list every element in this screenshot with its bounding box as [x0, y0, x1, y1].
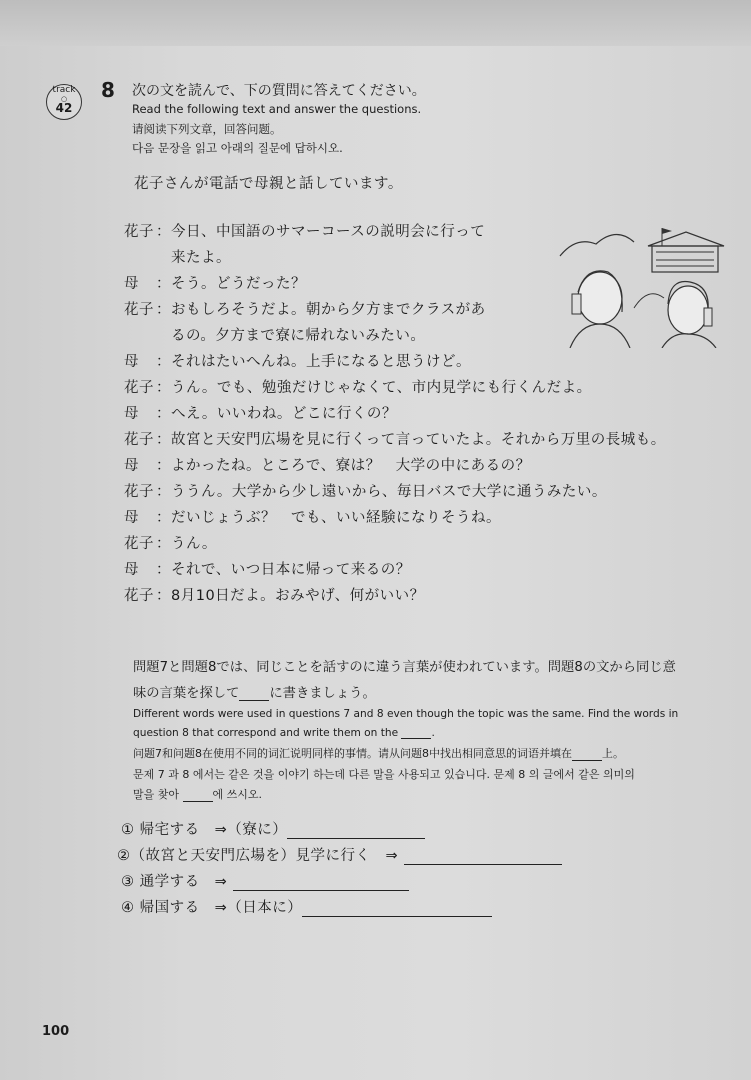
track-dot-icon: ○ [60, 95, 68, 103]
dialogue-line: 母 ：だいじょうぶ？ でも、いい経験になりそうね。 [124, 510, 501, 526]
blank-line [401, 726, 431, 739]
answer-blank-1[interactable] [287, 824, 425, 839]
blank-line [239, 688, 269, 701]
instruction-jp: 次の文を読んで、下の質問に答えてください。 [132, 83, 426, 99]
intro-sentence: 花子さんが電話で母親と話しています。 [134, 176, 403, 192]
dialogue-line: 花子 ：おもしろそうだよ。朝から夕方までクラスがあ [124, 302, 486, 318]
dialogue-line: 母 ：へえ。いいわね。どこに行くの？ [124, 406, 397, 422]
track-label: track [52, 85, 76, 95]
dialogue-line: 来たよ。 [171, 250, 231, 266]
top-decorative-band [0, 0, 751, 46]
answer-item-3: ③ 通学する ⇒ [121, 870, 409, 891]
task-instruction-ko-2: 말을 찾아 에 쓰시오. [133, 788, 263, 801]
dialogue-line: 母 ：それはたいへんね。上手になると思うけど。 [124, 354, 471, 370]
task-instruction-en-1: Different words were used in questions 7 and 8 even though the topic was the same. Find the words in [133, 708, 679, 720]
track-number: 42 [55, 101, 73, 115]
answer-blank-4[interactable] [302, 902, 492, 917]
dialogue-line: 花子 ：8月10日だよ。おみやげ、何がいい？ [124, 588, 425, 604]
task-instruction-ko-1: 문제 7 과 8 에서는 같은 것을 이야기 하는데 다른 말을 사용되고 있습니다. 문제 8 의 글에서 같은 의미의 [133, 768, 635, 781]
task-instruction-en-2: question 8 that correspond and write them on the . [133, 727, 435, 739]
blank-line [572, 748, 602, 761]
dialogue-line: 花子 ：うん。 [124, 536, 217, 552]
page-number: 100 [42, 1024, 70, 1039]
audio-track-badge[interactable] [46, 84, 82, 120]
dialogue-line: 母 ：そう。どうだった？ [124, 276, 306, 292]
dialogue-line: 花子 ：今日、中国語のサマーコースの説明会に行って [124, 224, 486, 240]
dialogue-line: るの。夕方まで寮に帰れないみたい。 [171, 328, 426, 344]
task-instruction-zh: 问题7和问题8在使用不同的词汇说明同样的事情。请从问题8中找出相同意思的词语并填在 上。 [133, 747, 624, 760]
dialogue-line: 花子 ：ううん。大学から少し遠いから、毎日バスで大学に通うみたい。 [124, 484, 607, 500]
blank-line [183, 789, 213, 802]
instruction-zh: 请阅读下列文章，回答问题。 [132, 122, 282, 136]
answer-item-2: ②（故宮と天安門広場を）見学に行く ⇒ [117, 844, 562, 865]
phone-call-illustration [556, 216, 726, 348]
dialogue-line: 母 ：それで、いつ日本に帰って来るの？ [124, 562, 411, 578]
answer-blank-2[interactable] [404, 850, 562, 865]
answer-item-4: ④ 帰国する ⇒（日本に） [121, 896, 492, 917]
question-number: 8 [101, 78, 115, 102]
dialogue-line: 母 ：よかったね。ところで、寮は？ 大学の中にあるの？ [124, 458, 531, 474]
instruction-ko: 다음 문장을 읽고 아래의 질문에 답하시오. [132, 141, 343, 155]
answer-item-1: ① 帰宅する ⇒（寮に） [121, 818, 425, 839]
instruction-en: Read the following text and answer the questions. [132, 102, 422, 116]
dialogue-line: 花子 ：うん。でも、勉強だけじゃなくて、市内見学にも行くんだよ。 [124, 380, 592, 396]
task-instruction-jp-1: 問題7と問題8では、同じことを話すのに違う言葉が使われています。問題8の文から同じ意 [133, 660, 676, 675]
answer-blank-3[interactable] [233, 876, 409, 891]
task-instruction-jp-2: 味の言葉を探して に書きましょう。 [133, 686, 376, 701]
dialogue-line: 花子 ：故宮と天安門広場を見に行くって言っていたよ。それから万里の長城も。 [124, 432, 666, 448]
